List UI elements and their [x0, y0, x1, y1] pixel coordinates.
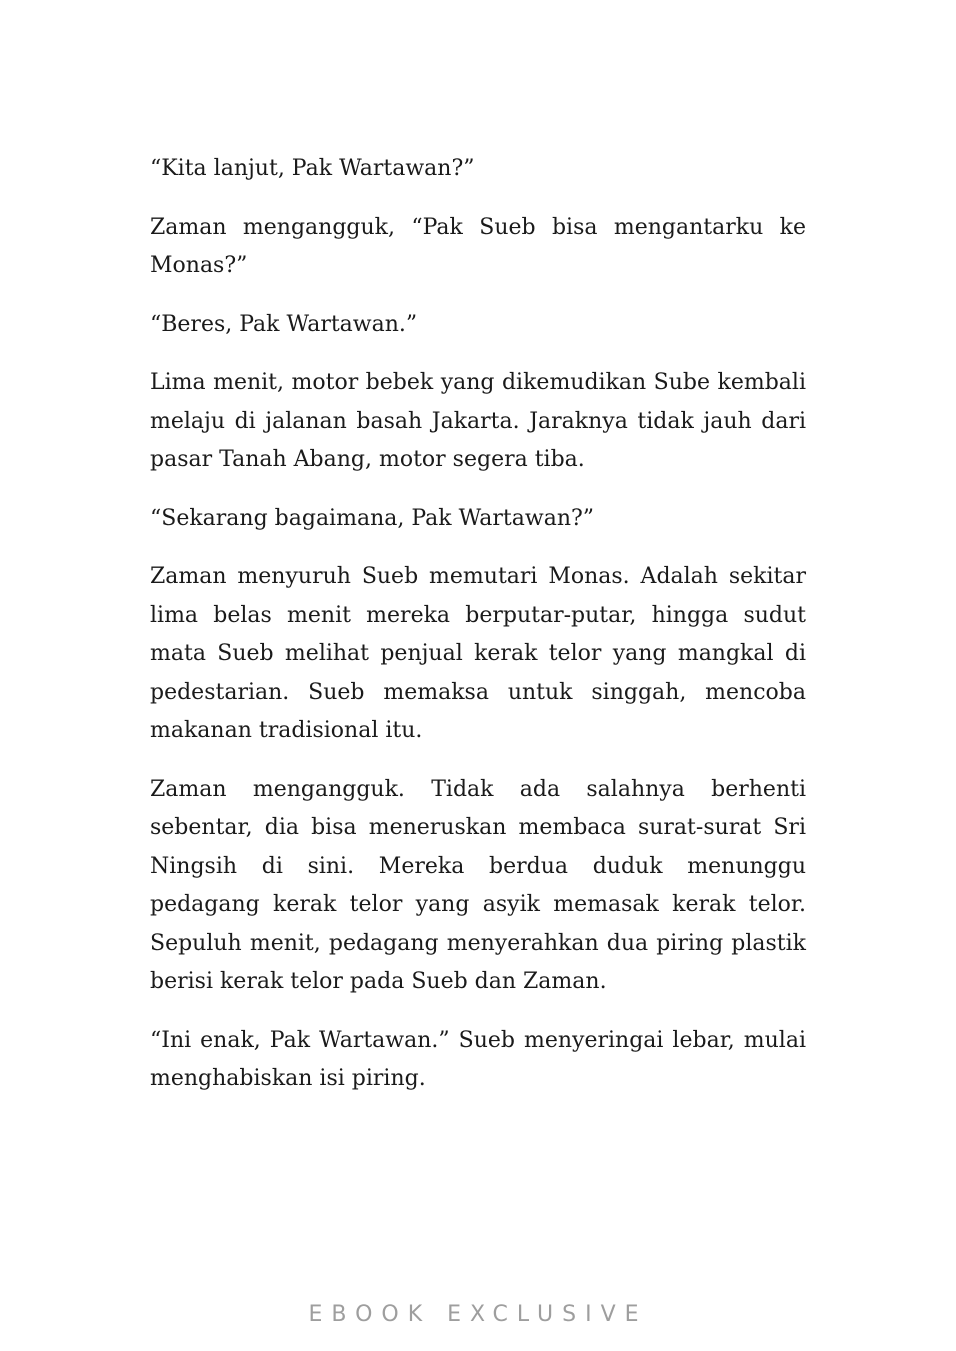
- page-footer-watermark: EBOOK EXCLUSIVE: [308, 1302, 648, 1327]
- paragraph: Zaman mengangguk. Tidak ada salahnya berhenti sebentar, dia bisa meneruskan membaca surat-surat Sri Ningsih di sini. Mereka berdua duduk menunggu pedagang kerak telor yang asyik memasak kerak telor. Sepuluh menit, pedagang menyerahkan dua piring plastik berisi kerak telor pada Sueb dan Zaman.: [150, 776, 806, 994]
- page-body: [150, 150, 806, 1119]
- paragraph: Zaman menyuruh Sueb memutari Monas. Adalah sekitar lima belas menit mereka berputar-putar, hingga sudut mata Sueb melihat penjual kerak telor yang mangkal di pedestarian. Sueb memaksa untuk singgah, mencoba makanan tradisional itu.: [150, 564, 806, 743]
- paragraph: “Beres, Pak Wartawan.”: [150, 311, 418, 337]
- paragraph: Zaman mengangguk, “Pak Sueb bisa mengantarku ke Monas?”: [150, 214, 806, 278]
- paragraph: Lima menit, motor bebek yang dikemudikan Sube kembali melaju di jalanan basah Jakarta. Jaraknya tidak jauh dari pasar Tanah Abang, motor segera tiba.: [150, 370, 806, 472]
- paragraph: “Sekarang bagaimana, Pak Wartawan?”: [150, 505, 595, 531]
- paragraph: “Kita lanjut, Pak Wartawan?”: [150, 156, 475, 181]
- paragraph: “Ini enak, Pak Wartawan.” Sueb menyeringai lebar, mulai menghabiskan isi piring.: [150, 1027, 806, 1091]
